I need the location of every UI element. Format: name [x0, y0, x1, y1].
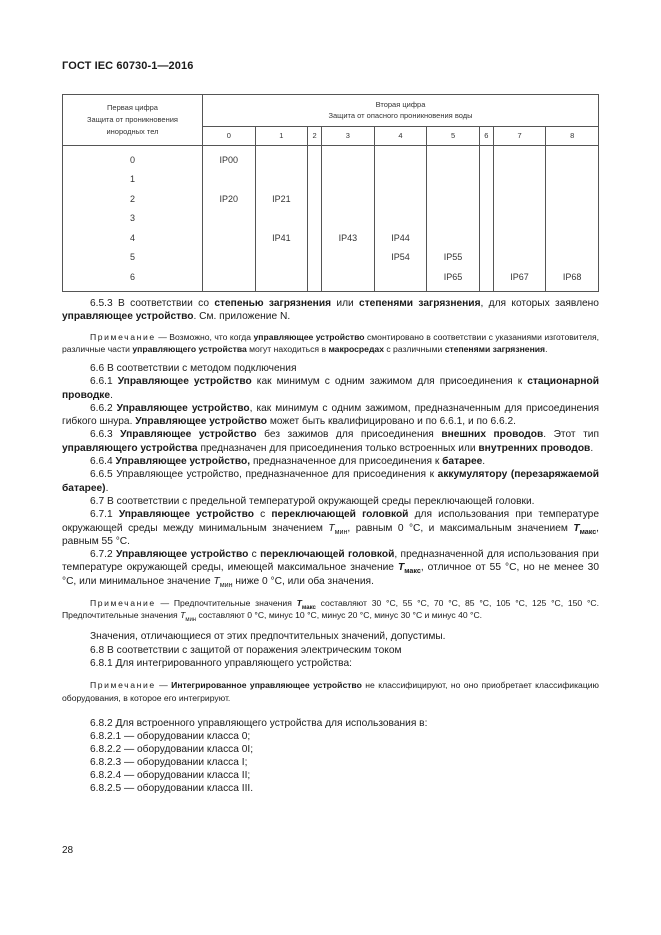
ip-code-cell: [308, 146, 322, 170]
table-row: [63, 228, 599, 248]
table-row: [63, 209, 599, 229]
ip-code-cell: [203, 248, 256, 268]
list-item: 6.8.2.3 — оборудовании класса I;: [90, 757, 248, 769]
ip-code-cell: [427, 146, 480, 170]
column-header: 4: [374, 126, 427, 145]
table-body: [63, 146, 599, 292]
ip-code-cell: IP21: [255, 189, 308, 209]
column-header: 8: [546, 126, 599, 145]
ip-code-cell: [308, 248, 322, 268]
column-header: 6: [479, 126, 493, 145]
clause-6-6-4: 6.6.4 Управляющее устройство, предназначенное для присоединения к батарее.: [90, 456, 486, 468]
ip-code-cell: [255, 248, 308, 268]
clause-6-6: 6.6 В соответствии с методом подключения: [90, 363, 297, 374]
note-3: Примечание — Интегрированное управляющее устройство не классифицируют, но оно приобретает классификацию оборудования, в которое его интегрируют.: [62, 680, 599, 703]
ip-code-cell: IP67: [493, 267, 546, 291]
column-header: 5: [427, 126, 480, 145]
table-row: [63, 248, 599, 268]
ip-code-cell: [255, 146, 308, 170]
list-item: 6.8.2.5 — оборудовании класса III.: [90, 783, 254, 795]
document-body: [62, 297, 599, 795]
ip-code-cell: IP65: [427, 267, 480, 291]
clause-6-8: 6.8 В соответствии с защитой от поражения электрическим током: [90, 644, 402, 656]
clause-6-6-3: 6.6.3 Управляющее устройство без зажимов для присоединения внешних проводов. Этот тип управляющего устройства предназначен для присоединения только встроенных или внутренних проводов.: [62, 429, 599, 454]
ip-code-cell: [255, 267, 308, 291]
ip-code-cell: [322, 189, 375, 209]
ip-code-cell: [546, 189, 599, 209]
ip-code-cell: [308, 189, 322, 209]
list-item: 6.8.2.4 — оборудовании класса II;: [90, 770, 251, 782]
ip-code-cell: IP54: [374, 248, 427, 268]
ip-code-cell: IP44: [374, 228, 427, 248]
ip-code-cell: [203, 170, 256, 190]
ip-code-cell: [203, 209, 256, 229]
ip-code-cell: [479, 170, 493, 190]
ip-code-cell: [479, 209, 493, 229]
note-2: Примечание — Предпочтительные значения $T_{макс}$ составляют 30 °С, 55 °С, 70 °С, 85 °С, 105 °С, 125 °С, 150 °С. Предпочтительные значения $T_{мин}$ составляют 0 °С, минус 10 °С, минус 20 °С, минус 30 °С и минус 40 °С.: [62, 598, 599, 624]
first-digit-cell: 5: [63, 248, 203, 268]
ip-code-cell: [203, 267, 256, 291]
ip-code-cell: [203, 228, 256, 248]
second-digit-header: Вторая цифра Защита от опасного проникновения воды: [203, 95, 599, 127]
ip-code-cell: [493, 189, 546, 209]
ip-code-cell: [546, 146, 599, 170]
ip-code-cell: [374, 146, 427, 170]
list-item: 6.8.2.1 — оборудовании класса 0;: [90, 731, 251, 743]
ip-code-cell: IP41: [255, 228, 308, 248]
ip-code-cell: [322, 146, 375, 170]
column-header: 7: [493, 126, 546, 145]
ip-code-cell: [308, 267, 322, 291]
table-row: [63, 146, 599, 170]
list-item: 6.8.2.2 — оборудовании класса 0I;: [90, 744, 254, 756]
ip-code-cell: [322, 267, 375, 291]
first-digit-cell: 2: [63, 189, 203, 209]
ip-code-cell: [427, 228, 480, 248]
clause-6-7: 6.7 В соответствии с предельной температурой окружающей среды переключающей головки.: [90, 495, 535, 507]
column-header: 1: [255, 126, 308, 145]
ip-code-cell: [427, 189, 480, 209]
ip-code-cell: IP20: [203, 189, 256, 209]
first-digit-header: Первая цифра Защита от проникновения инородных тел: [63, 95, 203, 146]
clause-6-6-5: 6.6.5 Управляющее устройство, предназначенное для присоединения к аккумулятору (перезаряжаемой батарее).: [62, 469, 599, 494]
ip-code-cell: [546, 248, 599, 268]
ip-code-cell: [308, 170, 322, 190]
page-number: 28: [62, 845, 74, 856]
ip-code-cell: [322, 170, 375, 190]
clause-6-5-3: 6.5.3 В соответствии со степенью загрязнения или степенями загрязнения, для которых заявлено управляющее устройство. См. приложение N.: [62, 298, 599, 323]
ip-code-cell: [374, 267, 427, 291]
ip-code-cell: [322, 209, 375, 229]
clause-6-6-1: 6.6.1 Управляющее устройство как минимум с одним зажимом для присоединения к стационарной проводке.: [62, 376, 599, 401]
ip-code-cell: [479, 189, 493, 209]
ip-code-cell: IP00: [203, 146, 256, 170]
ip-code-cell: [546, 170, 599, 190]
first-digit-cell: 6: [63, 267, 203, 291]
ip-code-cell: [546, 228, 599, 248]
ip-code-cell: IP68: [546, 267, 599, 291]
ip-code-cell: [479, 228, 493, 248]
ip-code-cell: IP55: [427, 248, 480, 268]
first-digit-cell: 4: [63, 228, 203, 248]
table-row: [63, 189, 599, 209]
ip-code-cell: [255, 209, 308, 229]
clause-6-8-2: 6.8.2 Для встроенного управляющего устройства для использования в:: [90, 717, 428, 729]
ip-code-cell: [374, 209, 427, 229]
ip-code-cell: [322, 248, 375, 268]
table-row: [63, 267, 599, 291]
clause-6-7-2: 6.7.2 Управляющее устройство с переключающей головкой, предназначенной для использования при температуре окружающей среды, имеющей максимальное значение $T_{макс}$, отличное от 55 °С, но не менее 30 °С, или минимальное значение $T_{мин}$ ниже 0 °С, или оба значения.: [62, 549, 599, 589]
document-code-header: ГОСТ IEC 60730-1—2016: [62, 60, 194, 72]
ip-code-table: [62, 94, 599, 292]
ip-code-cell: [493, 146, 546, 170]
first-digit-cell: 3: [63, 209, 203, 229]
clause-6-8-1: 6.8.1 Для интегрированного управляющего устройства:: [90, 658, 352, 670]
first-digit-cell: 1: [63, 170, 203, 190]
first-digit-cell: 0: [63, 146, 203, 170]
table-row: [63, 170, 599, 190]
column-header: 2: [308, 126, 322, 145]
ip-code-cell: [374, 189, 427, 209]
ip-code-cell: [493, 170, 546, 190]
paragraph-values: Значения, отличающиеся от этих предпочтительных значений, допустимы.: [90, 631, 446, 643]
ip-code-cell: [374, 170, 427, 190]
class-list: [62, 730, 599, 795]
ip-code-cell: [427, 209, 480, 229]
ip-code-cell: [427, 170, 480, 190]
ip-code-cell: [479, 146, 493, 170]
ip-code-cell: [308, 209, 322, 229]
column-header: 3: [322, 126, 375, 145]
note-1: Примечание — Возможно, что когда управляющее устройство смонтировано в соответствии с указаниями изготовителя, различные части управляющего устройства могут находиться в макросредах с различными степенями загрязнения.: [62, 331, 599, 354]
clause-6-7-1: 6.7.1 Управляющее устройство с переключающей головкой для использования при температуре окружающей среды между минимальным значением $T_{мин}$, равным 0 °С, и максимальным значением $T_{макс}$, равным 55 °С.: [62, 509, 600, 547]
ip-code-cell: [493, 228, 546, 248]
ip-code-cell: [493, 248, 546, 268]
column-header: 0: [203, 126, 256, 145]
ip-code-cell: [479, 267, 493, 291]
ip-code-cell: [546, 209, 599, 229]
ip-code-cell: [493, 209, 546, 229]
clause-6-6-2: 6.6.2 Управляющее устройство, как минимум с одним зажимом, предназначенным для присоединения гибкого шнура. Управляющее устройство может быть квалифицировано и по 6.6.1, и по 6.6.2.: [62, 402, 599, 428]
ip-code-cell: [255, 170, 308, 190]
ip-code-cell: IP43: [322, 228, 375, 248]
ip-code-cell: [479, 248, 493, 268]
ip-code-cell: [308, 228, 322, 248]
